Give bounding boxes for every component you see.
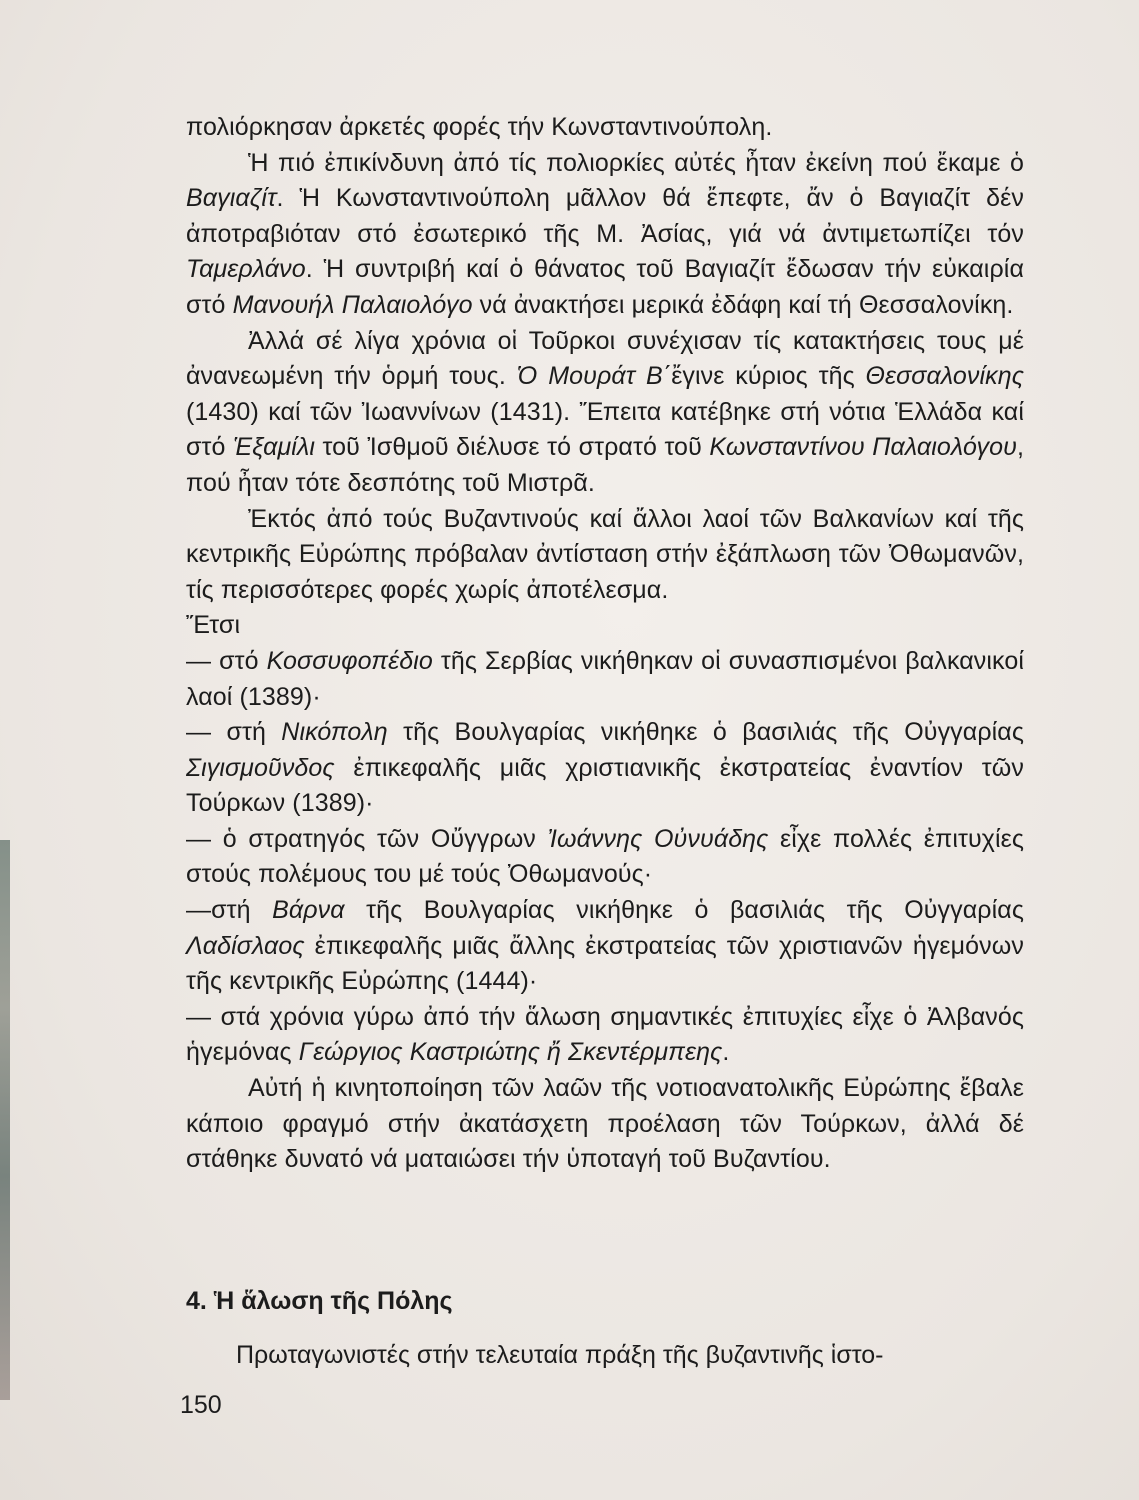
- text-run: (1430) καί τῶν Ἰωαννίνων (1431). Ἔπειτα κατέβηκε στή νότια Ἑλλάδα καί στό: [186, 397, 1024, 462]
- name-nicopolis: Νικόπολη: [281, 718, 388, 747]
- text-run: ἐπικεφαλῆς μιᾶς χριστιανικῆς ἐκστρατείας ἐναντίον τῶν Τούρκων (1389)·: [186, 753, 1024, 818]
- list-item-skanderbeg: [186, 1000, 1024, 1071]
- text-run: νά ἀνακτήσει μερικά ἐδάφη καί τή Θεσσαλονίκη.: [472, 290, 1014, 319]
- list-item-varna: [186, 893, 1024, 1000]
- text-run: —στή: [186, 896, 273, 925]
- text-run: εἶχε πολλές ἐπιτυχίες στούς πολέμους του μέ τούς Ὀθωμανούς·: [186, 824, 1024, 889]
- name-bayezid: Βαγιαζίτ: [186, 184, 277, 213]
- text-run: τῆς Βουλγαρίας νικήθηκε ὁ βασιλιάς τῆς Οὐγγαρίας: [387, 718, 1024, 747]
- text-run: τῆς Βουλγαρίας νικήθηκε ὁ βασιλιάς τῆς Οὐγγαρίας: [344, 896, 1024, 925]
- text-run: τοῦ Ἰσθμοῦ διέλυσε τό στρατό τοῦ: [315, 433, 710, 462]
- text-run: — στό: [186, 646, 267, 675]
- text-run: — στά χρόνια γύρω ἀπό τήν ἅλωση σημαντικές ἐπιτυχίες εἶχε ὁ Ἀλβανός ἡγεμόνας: [186, 1002, 1024, 1067]
- paragraph-conclusion: [186, 1071, 1024, 1178]
- text-run: Ἡ πιό ἐπικίνδυνη ἀπό τίς πολιορκίες αὐτές ἦταν ἐκείνη πού ἔκαμε ὁ: [248, 148, 1024, 177]
- text-run: . Ἡ Κωνσταντινούπολη μᾶλλον θά ἔπεφτε, ἄν ὁ Βαγιαζίτ δέν ἀποτραβιόταν στό ἐσωτερικό τῆς Μ. Ἀσίας, γιά νά ἀντιμετωπίζει τόν: [186, 184, 1024, 248]
- name-hunyadi: Ἰωάννης Οὐνυάδης: [547, 824, 769, 853]
- name-varna: Βάρνα: [272, 896, 345, 925]
- text-run: — στή: [186, 718, 282, 747]
- name-manuel-palaiologos: Μανουήλ Παλαιολόγο: [232, 290, 473, 319]
- text-run: .: [722, 1038, 730, 1067]
- name-murad-ii: Ὁ Μουράτ Β΄: [516, 362, 672, 391]
- text-run: τῆς Σερβίας νικήθηκαν οἱ συνασπισμένοι βαλκανικοί λαοί (1389)·: [186, 646, 1024, 711]
- text-run: ἐπικεφαλῆς μιᾶς ἄλλης ἐκστρατείας τῶν χριστιανῶν ἡγεμόνων τῆς κεντρικῆς Εὐρώπης (1444)·: [186, 931, 1024, 996]
- name-constantine-palaiologos: Κωνσταντίνου Παλαιολόγου: [709, 433, 1017, 462]
- adjacent-page-edge: [0, 840, 10, 1400]
- name-sigismund: Σιγισμοῦνδος: [186, 753, 335, 782]
- list-item-kosovo: [186, 644, 1024, 715]
- list-item-hunyadi: [186, 822, 1024, 893]
- text-run: Αὐτή ἡ κινητοποίηση τῶν λαῶν τῆς νοτιοανατολικῆς Εὐρώπης ἔβαλε κάποιο φραγμό στήν ἀκατάσχετη προέλαση τῶν Τούρκων, ἀλλά δέ στάθηκε δυνατό νά ματαιώσει τήν ὑποταγή τοῦ Βυζαντίου.: [186, 1074, 1024, 1174]
- text-run: , πού ἦταν τότε δεσπότης τοῦ Μιστρᾶ.: [186, 433, 1024, 497]
- name-thessaloniki: Θεσσαλονίκης: [865, 362, 1024, 391]
- name-ladislaus: Λαδίσλαος: [186, 931, 305, 960]
- text-run: — ὁ στρατηγός τῶν Οὔγγρων: [186, 824, 548, 853]
- paragraph-murad: [186, 324, 1024, 502]
- paragraph-etsi: [186, 608, 1024, 644]
- text-run: . Ἡ συντριβή καί ὁ θάνατος τοῦ Βαγιαζίτ ἔδωσαν τήν εὐκαιρία στό: [186, 255, 1024, 319]
- section-first-line: Πρωταγωνιστές στήν τελευταία πράξη τῆς βυζαντινῆς ἱστο-: [236, 1341, 884, 1369]
- line-continuation: πολιόρκησαν ἀρκετές φορές τήν Κωνσταντινούπολη.: [186, 113, 773, 141]
- paragraph-bayezid: [186, 146, 1024, 324]
- paragraph-resistance: [186, 502, 1024, 609]
- name-hexamilion: Ἑξαμίλι: [233, 433, 315, 462]
- name-skanderbeg: Γεώργιος Καστριώτης ἤ Σκεντέρμπεης: [298, 1038, 723, 1067]
- text-run: ἔγινε κύριος τῆς: [671, 362, 866, 391]
- body-text: [186, 110, 1024, 1178]
- name-tamerlane: Ταμερλάνο: [186, 255, 306, 284]
- text-run: Ἀλλά σέ λίγα χρόνια οἱ Τοῦρκοι συνέχισαν τίς κατακτήσεις τους μέ ἀνανεωμένη τήν ὁρμή τους.: [186, 326, 1024, 391]
- page-number: 150: [180, 1391, 222, 1419]
- section-heading: 4. Ἡ ἅλωση τῆς Πόλης: [186, 1287, 453, 1315]
- list-item-nicopolis: [186, 715, 1024, 822]
- text-run: Ἔτσι: [186, 611, 241, 640]
- name-kosovo: Κοσσυφοπέδιο: [266, 646, 433, 675]
- paragraph-1: [186, 110, 1024, 146]
- text-run: Ἐκτός ἀπό τούς Βυζαντινούς καί ἄλλοι λαοί τῶν Βαλκανίων καί τῆς κεντρικῆς Εὐρώπης πρόβαλαν ἀντίσταση στήν ἐξάπλωση τῶν Ὀθωμανῶν, τίς περισσότερες φορές χωρίς ἀποτέλεσμα.: [186, 504, 1024, 604]
